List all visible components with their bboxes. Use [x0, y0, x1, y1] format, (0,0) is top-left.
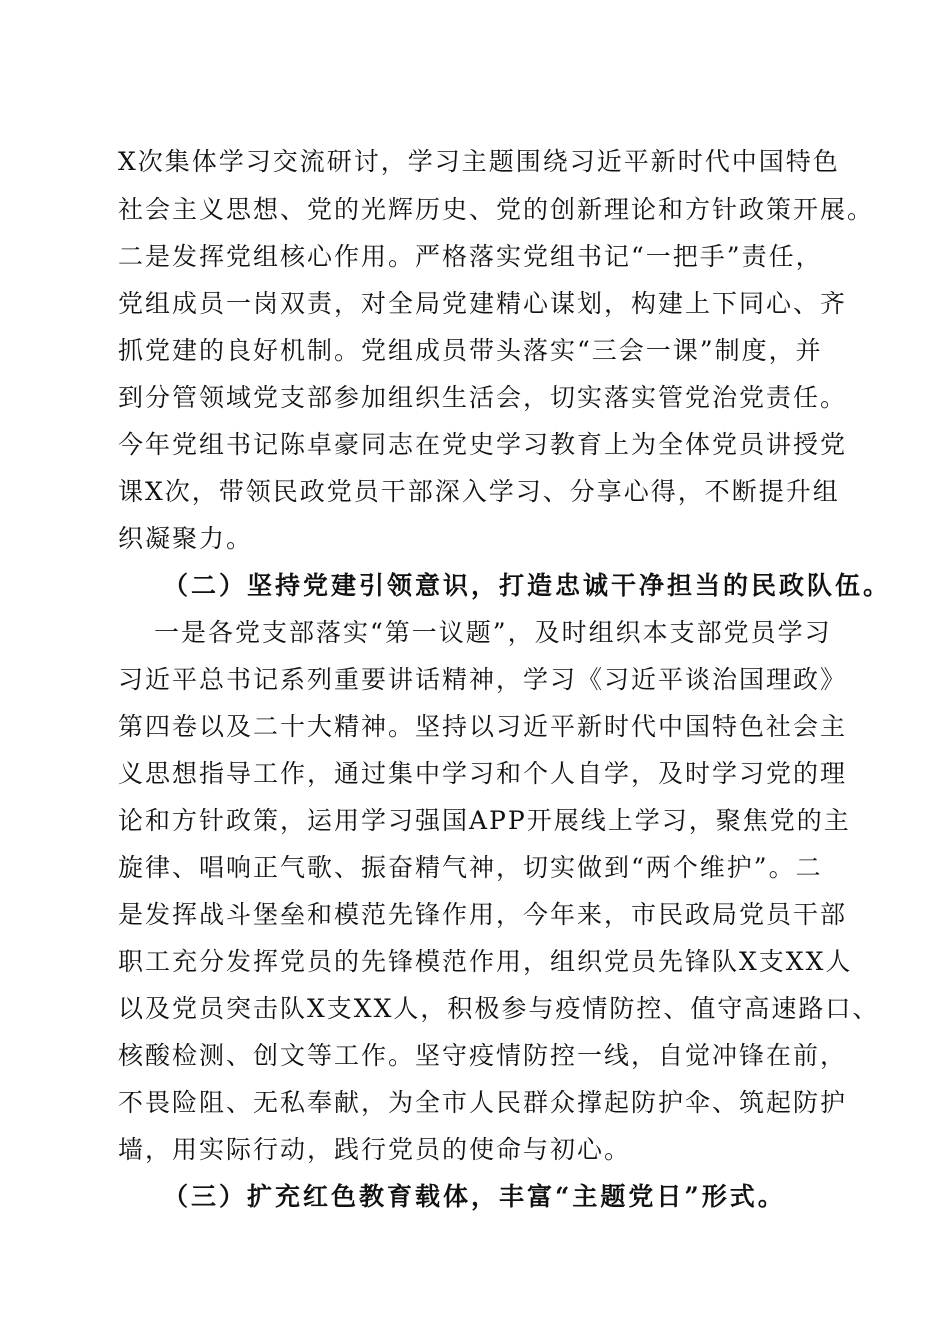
text-line: 今年党组书记陈卓豪同志在党史学习教育上为全体党员讲授党: [118, 430, 848, 459]
text-line: 旋律、唱响正气歌、振奋精气神，切实做到“两个维护”。二: [118, 853, 823, 882]
text-line: 不畏险阻、无私奉献，为全市人民群众撑起防护伞、筑起防护: [118, 1088, 848, 1117]
text-line: 习近平总书记系列重要讲话精神，学习《习近平谈治国理政》: [118, 665, 848, 694]
paragraph-first-line: 一是各党支部落实“第一议题”，及时组织本支部党员学习: [154, 618, 832, 647]
section-heading-2: （二）坚持党建引领意识，打造忠诚干净担当的民政队伍。: [163, 571, 892, 600]
text-line: 核酸检测、创文等工作。坚守疫情防控一线，自觉冲锋在前，: [118, 1041, 848, 1070]
text-line: 职工充分发挥党员的先锋模范作用，组织党员先锋队X支XX人: [118, 947, 853, 976]
text-line: X次集体学习交流研讨，学习主题围绕习近平新时代中国特色: [118, 147, 840, 176]
text-line: 第四卷以及二十大精神。坚持以习近平新时代中国特色社会主: [118, 712, 848, 741]
text-line: 义思想指导工作，通过集中学习和个人自学，及时学习党的理: [118, 759, 848, 788]
text-line: 到分管领域党支部参加组织生活会，切实落实管党治党责任。: [118, 383, 848, 412]
text-line: 课X次，带领民政党员干部深入学习、分享心得，不断提升组: [118, 477, 840, 506]
text-line: 织凝聚力。: [118, 524, 254, 553]
section-heading-3: （三）扩充红色教育载体，丰富“主题党日”形式。: [163, 1182, 786, 1211]
text-line: 抓党建的良好机制。党组成员带头落实“三会一课”制度，并: [118, 336, 823, 365]
text-line: 二是发挥党组核心作用。严格落实党组书记“一把手”责任，: [118, 242, 823, 271]
text-line: 论和方针政策，运用学习强国APP开展线上学习，聚焦党的主: [118, 806, 851, 835]
text-line: 社会主义思想、党的光辉历史、党的创新理论和方针政策开展。: [118, 195, 875, 224]
text-line: 以及党员突击队X支XX人，积极参与疫情防控、值守高速路口、: [118, 994, 880, 1023]
text-line: 墙，用实际行动，践行党员的使命与初心。: [118, 1135, 632, 1164]
text-line: 是发挥战斗堡垒和模范先锋作用，今年来，市民政局党员干部: [118, 900, 848, 929]
text-line: 党组成员一岗双责，对全局党建精心谋划，构建上下同心、齐: [118, 289, 848, 318]
